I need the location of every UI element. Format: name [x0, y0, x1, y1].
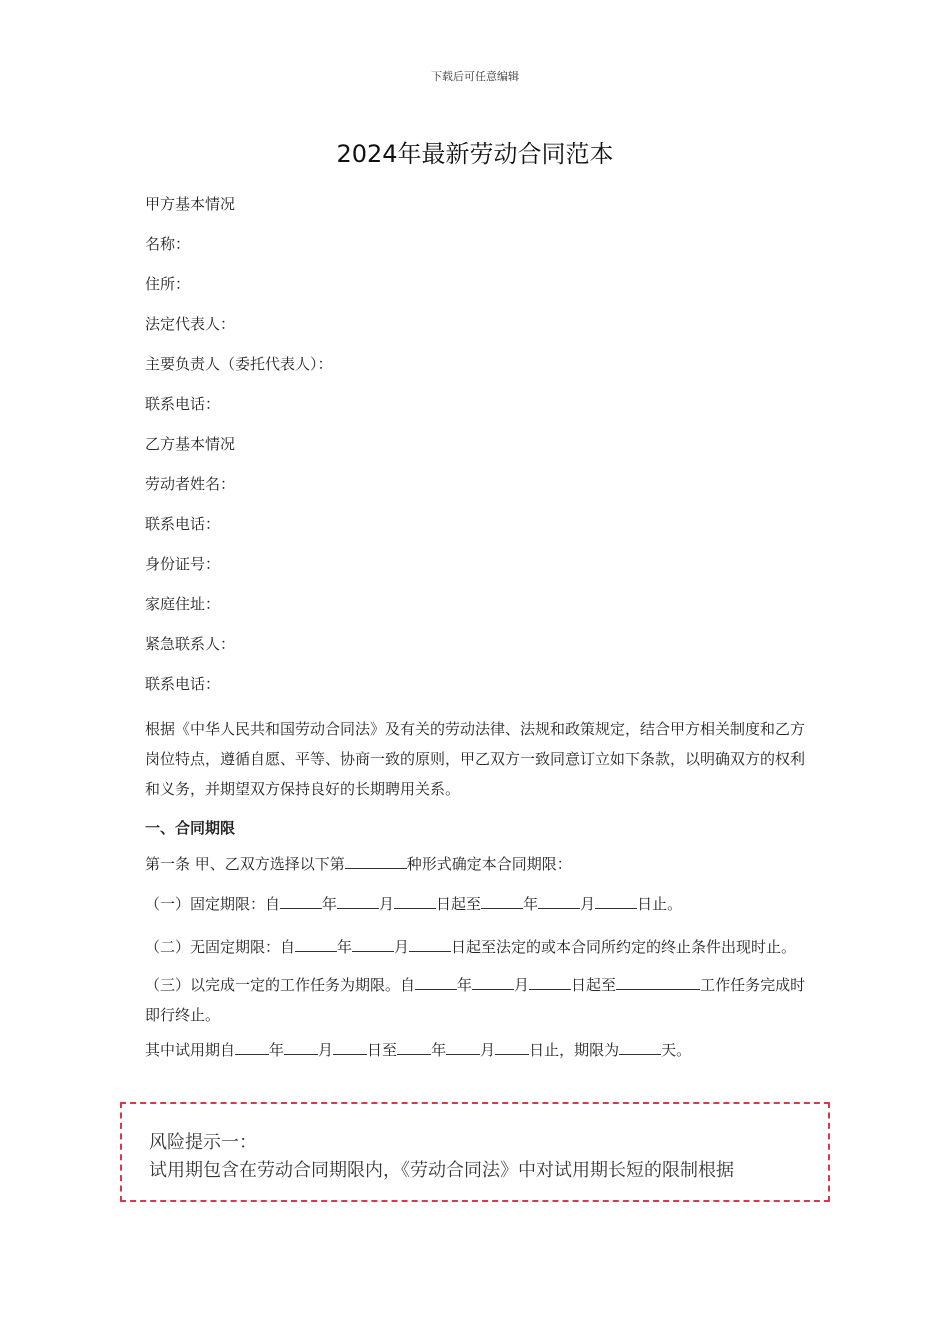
party-b-phone: 联系电话： [145, 515, 221, 533]
blank-field [333, 1039, 367, 1055]
clause-text: （一）固定期限：自 [145, 895, 281, 913]
risk-notice-title: 风险提示一： [149, 1132, 257, 1153]
blank-field [394, 893, 436, 909]
party-b-emergency-contact: 紧急联系人： [145, 635, 236, 653]
blank-field [352, 936, 394, 952]
clause-text: 工作任务完成时即行终止。 [145, 976, 806, 1024]
blank-field [529, 974, 571, 990]
article-1-pre: 第一条 甲、乙双方选择以下第 [145, 855, 345, 873]
clause-text: 其中试用期自 [145, 1041, 236, 1059]
party-b-id-no: 身份证号： [145, 555, 221, 573]
document-body [145, 192, 810, 1078]
blank-field [595, 893, 637, 909]
party-b-heading: 乙方基本情况 [145, 435, 236, 453]
clause-task-term [145, 970, 810, 1030]
clause-probation [145, 1038, 810, 1078]
blank-field [337, 893, 379, 909]
risk-notice-text: 试用期包含在劳动合同期限内，《劳动合同法》中对试用期长短的限制根据 [149, 1160, 734, 1181]
party-b-home-address: 家庭住址： [145, 595, 221, 613]
blank-field [472, 974, 514, 990]
clause-text: 日起至 [571, 976, 617, 994]
clause-text: 日起至 [436, 895, 482, 913]
header-note: 下载后可任意编辑 [431, 70, 519, 83]
party-a-legal-rep: 法定代表人： [145, 315, 236, 333]
clause-text: 月 [379, 895, 395, 913]
clause-text: 年 [322, 895, 338, 913]
blank-field [295, 936, 337, 952]
clause-text: （二）无固定期限：自 [145, 938, 296, 956]
document-title: 2024年最新劳动合同范本 [336, 140, 614, 168]
party-a-name: 名称： [145, 235, 191, 253]
blank-field [397, 1039, 431, 1055]
article-1 [145, 852, 810, 892]
blank-field [280, 893, 322, 909]
clause-text: 年 [457, 976, 473, 994]
clause-text: 年 [431, 1041, 447, 1059]
article-1-post: 种形式确定本合同期限： [406, 855, 572, 873]
blank-field [481, 893, 523, 909]
party-b-emergency-phone: 联系电话： [145, 675, 221, 693]
clause-text: 年 [337, 938, 353, 956]
blank-field [495, 1039, 529, 1055]
clause-text: 天。 [661, 1041, 692, 1059]
clause-text: （三）以完成一定的工作任务为期限。自 [145, 976, 416, 994]
clause-text: 日至 [367, 1041, 398, 1059]
section-heading-term: 一、合同期限 [145, 819, 236, 837]
blank-field [409, 936, 451, 952]
party-a-address: 住所： [145, 275, 191, 293]
clause-text: 月 [480, 1041, 496, 1059]
clause-text: 日止，期限为 [529, 1041, 620, 1059]
blank-field [538, 893, 580, 909]
blank-field [235, 1039, 269, 1055]
clause-text: 年 [523, 895, 539, 913]
clause-fixed-term [145, 892, 810, 932]
blank-field [284, 1039, 318, 1055]
intro-paragraph: 根据《中华人民共和国劳动合同法》及有关的劳动法律、法规和政策规定，结合甲方相关制度和乙方岗位特点，遵循自愿、平等、协商一致的原则，甲乙双方一致同意订立如下条款，以明确双方的权利和义务，并期望双方保持良好的长期聘用关系。 [145, 720, 806, 798]
clause-text: 月 [394, 938, 410, 956]
clause-open-term [145, 932, 810, 962]
clause-text: 月 [318, 1041, 334, 1059]
clause-text: 年 [269, 1041, 285, 1059]
blank-field [345, 853, 407, 869]
blank-field [616, 974, 700, 990]
party-a-principal: 主要负责人（委托代表人）： [145, 355, 333, 373]
clause-text: 月 [580, 895, 596, 913]
party-a-phone: 联系电话： [145, 395, 221, 413]
clause-text: 月 [514, 976, 530, 994]
blank-field [446, 1039, 480, 1055]
party-b-worker-name: 劳动者姓名： [145, 475, 236, 493]
risk-notice-box [120, 1102, 830, 1202]
blank-field [619, 1039, 661, 1055]
clause-text: 日起至法定的或本合同所约定的终止条件出现时止。 [451, 938, 797, 956]
party-a-heading: 甲方基本情况 [145, 195, 236, 213]
blank-field [415, 974, 457, 990]
clause-text: 日止。 [637, 895, 683, 913]
